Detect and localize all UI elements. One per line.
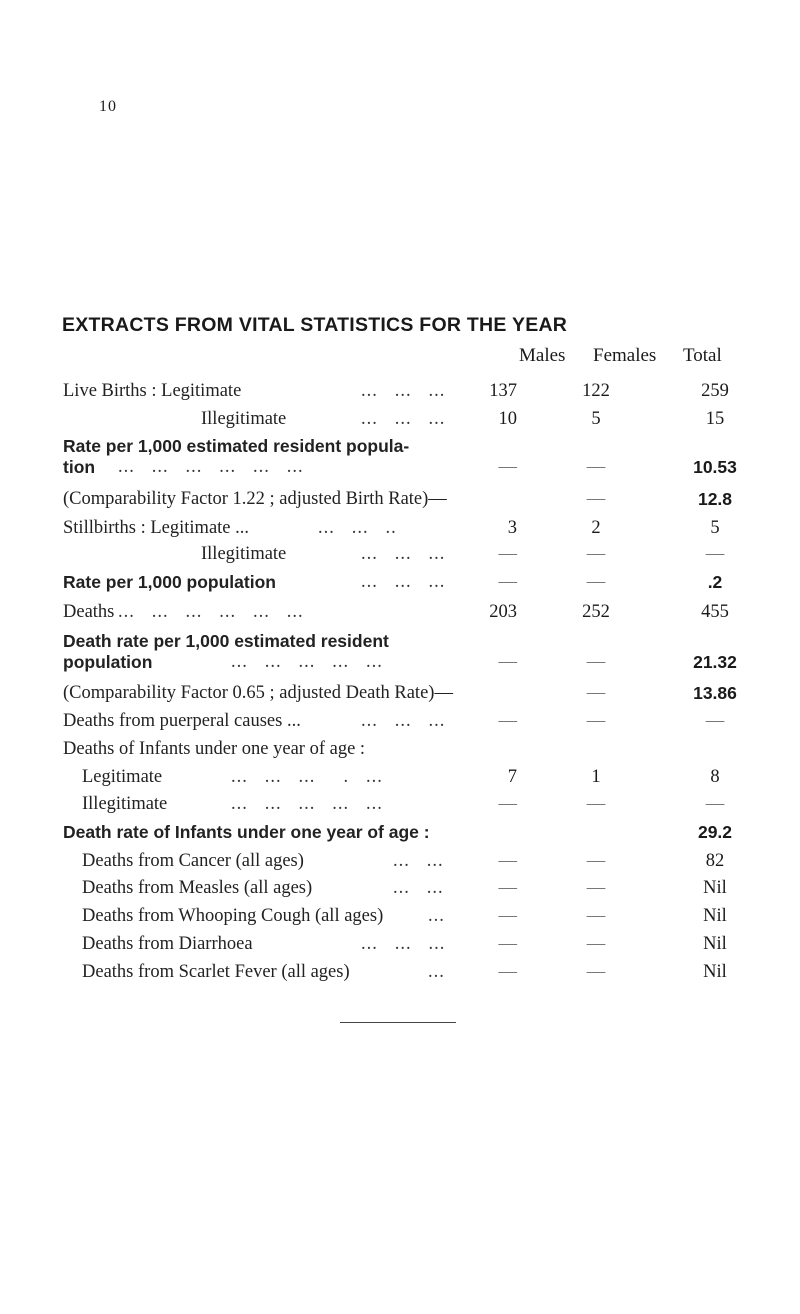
row-label: Illegitimate xyxy=(82,794,168,814)
females-value: 2 xyxy=(591,518,601,538)
row-label: Deaths from Measles (all ages) xyxy=(82,878,313,898)
males-value: — xyxy=(498,851,517,871)
males-value: — xyxy=(498,934,517,954)
males-value: — xyxy=(498,544,517,564)
total-value: 259 xyxy=(701,381,729,401)
females-value: — xyxy=(586,652,606,672)
females-value: 1 xyxy=(591,767,601,787)
males-value: — xyxy=(498,572,517,592)
males-value: 137 xyxy=(489,381,517,401)
total-value: 8 xyxy=(710,767,720,787)
females-value: — xyxy=(586,934,606,954)
females-value: — xyxy=(586,683,606,703)
males-value: — xyxy=(498,457,517,477)
row-label: population xyxy=(63,652,153,672)
total-value: — xyxy=(705,794,725,814)
column-header-males: Males xyxy=(519,345,566,366)
column-header-total: Total xyxy=(683,345,722,366)
females-value: 5 xyxy=(591,409,601,429)
row-label: Deaths xyxy=(63,602,115,622)
closing-rule xyxy=(340,1022,456,1023)
row-label-line1: Rate per 1,000 estimated resident popula- xyxy=(63,436,410,456)
row-label: Death rate of Infants under one year of age : xyxy=(63,822,430,842)
total-value: 455 xyxy=(701,602,729,622)
row-label: Deaths from Whooping Cough (all ages) xyxy=(82,906,384,926)
males-value: — xyxy=(498,878,517,898)
row-label: Legitimate xyxy=(82,767,163,787)
females-value: — xyxy=(586,962,606,982)
row-label: Deaths from puerperal causes ... xyxy=(63,711,301,731)
males-value: 203 xyxy=(489,602,517,622)
females-value: — xyxy=(586,851,606,871)
females-value: — xyxy=(586,878,606,898)
total-value: — xyxy=(705,544,725,564)
total-value: 5 xyxy=(710,518,720,538)
row-label: (Comparability Factor 0.65 ; adjusted Death Rate)— xyxy=(63,683,453,703)
total-value: — xyxy=(705,711,725,731)
females-value: 122 xyxy=(582,381,610,401)
males-value: 10 xyxy=(498,409,517,429)
row-label: Deaths from Cancer (all ages) xyxy=(82,851,304,871)
row-label: Deaths of Infants under one year of age : xyxy=(63,739,366,759)
row-label: Stillbirths : Legitimate ... xyxy=(63,518,250,538)
males-value: 7 xyxy=(507,767,517,787)
total-value: Nil xyxy=(703,934,727,954)
total-value: 13.86 xyxy=(693,683,737,703)
females-value: — xyxy=(586,906,606,926)
row-label: Deaths from Scarlet Fever (all ages) xyxy=(82,962,350,982)
row-label: Live Births : Legitimate xyxy=(63,381,242,401)
females-value: — xyxy=(586,572,606,592)
females-value: — xyxy=(586,544,606,564)
females-value: 252 xyxy=(582,602,610,622)
total-value: Nil xyxy=(703,962,727,982)
row-label: Illegitimate xyxy=(201,409,287,429)
total-value: 82 xyxy=(705,851,725,871)
total-value: Nil xyxy=(703,878,727,898)
males-value: — xyxy=(498,652,517,672)
females-value: — xyxy=(586,794,606,814)
row-label: Illegitimate xyxy=(201,544,287,564)
total-value: 10.53 xyxy=(693,457,737,477)
total-value: 29.2 xyxy=(697,822,733,842)
total-value: 21.32 xyxy=(693,652,737,672)
row-label: Rate per 1,000 population xyxy=(63,572,276,592)
males-value: — xyxy=(498,962,517,982)
total-value: 15 xyxy=(705,409,725,429)
row-label: Deaths from Diarrhoea xyxy=(82,934,253,954)
document-title: EXTRACTS FROM VITAL STATISTICS FOR THE YEAR xyxy=(62,314,568,336)
males-value: — xyxy=(498,906,517,926)
total-value: 12.8 xyxy=(697,489,733,509)
females-value: — xyxy=(586,489,606,509)
females-value: — xyxy=(586,711,606,731)
row-label: (Comparability Factor 1.22 ; adjusted Birth Rate)— xyxy=(63,489,447,509)
males-value: — xyxy=(498,711,517,731)
females-value: — xyxy=(586,457,606,477)
row-label-line1: Death rate per 1,000 estimated resident xyxy=(63,631,389,651)
males-value: 3 xyxy=(507,518,517,538)
males-value: — xyxy=(498,794,517,814)
row-label: tion xyxy=(63,457,96,477)
total-value: Nil xyxy=(703,906,727,926)
column-header-females: Females xyxy=(593,345,657,366)
page-number: 10 xyxy=(99,98,117,115)
total-value: .2 xyxy=(707,572,723,592)
